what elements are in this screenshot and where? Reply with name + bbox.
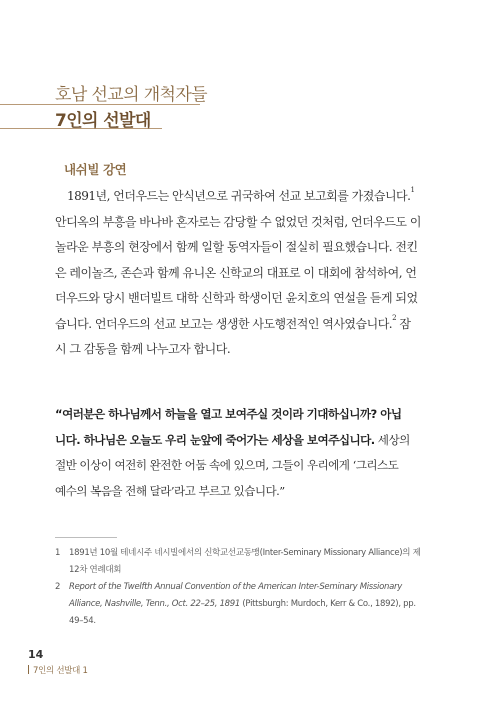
- footnote-ref-2[interactable]: 2: [392, 313, 397, 322]
- body-line: 은 레이놀즈, 존슨과 함께 유니온 신학교의 대표로 이 대회에 참석하여, 언: [55, 265, 417, 280]
- quote-line: 예수의 복음을 전해 달라’라고 부르고 있습니다.”: [55, 483, 285, 498]
- footnote-divider: [55, 537, 117, 538]
- body-line: 습니다. 언더우드의 선교 보고는 생생한 사도행전적인 역사였습니다.$^2$ 잠: [55, 313, 411, 331]
- footnote-number: 2: [55, 582, 61, 592]
- section-heading: 내쉬빌 강연: [64, 162, 127, 177]
- footnote-number: 1: [55, 548, 61, 558]
- body-line: 시 그 감동을 함께 나누고자 합니다.: [55, 342, 231, 356]
- body-line: 더우드와 당시 밴더빌트 대학 신학과 학생이던 윤치호의 연설을 듣게 되었: [55, 291, 418, 305]
- quotation: [55, 402, 447, 504]
- body-line: 안디옥의 부흥을 바나바 혼자로는 감당할 수 없었던 것처럼, 언더우드도 이: [55, 214, 421, 229]
- running-head: 7인의 선발대 1: [28, 664, 88, 676]
- quote-line: “여러분은 하나님께서 하늘을 열고 보여주실 것이라 기대하십니까? 아닙: [55, 407, 402, 421]
- footnote-1: 1 1891년 10월 테네시주 네시빌에서의 신학교선교동맹(Inter-Seminary Missionary Alliance)의 제 12차 연례대회: [55, 545, 447, 579]
- footnotes: [55, 545, 447, 630]
- quote-line: 절반 이상이 여전히 완전한 어둠 속에 있으며, 그들이 우리에게 ‘그리스도: [55, 458, 399, 472]
- body-paragraph: [55, 184, 447, 363]
- page-number: 14: [28, 648, 44, 661]
- chapter-title-line1: 호남 선교의 개척자들: [55, 85, 208, 105]
- chapter-title: [55, 84, 207, 132]
- footnote-2: 2 Report of the Twelfth Annual Convention of the American Inter-Seminary Missionary Alliance, Nashville, Tenn., Oct. 22–25, 1891 (Pittsburgh: Murdoch, Kerr & Co., 1892), pp. 49–54.: [55, 579, 447, 630]
- quote-line: 니다. 하나님은 오늘도 우리 눈앞에 죽어가는 세상을 보여주십니다. 세상의: [55, 432, 410, 447]
- chapter-title-line2: 7인의 선발대: [55, 111, 151, 131]
- divider-bar: [28, 665, 29, 674]
- footnote-ref-1[interactable]: 1: [410, 186, 415, 194]
- body-line: 1891년, 언더우드는 안식년으로 귀국하여 선교 보고회를 가졌습니다.$^1$: [67, 186, 415, 203]
- body-line: 놀라운 부흥의 현장에서 함께 일할 동역자들이 절실히 필요했습니다. 전킨: [55, 240, 418, 254]
